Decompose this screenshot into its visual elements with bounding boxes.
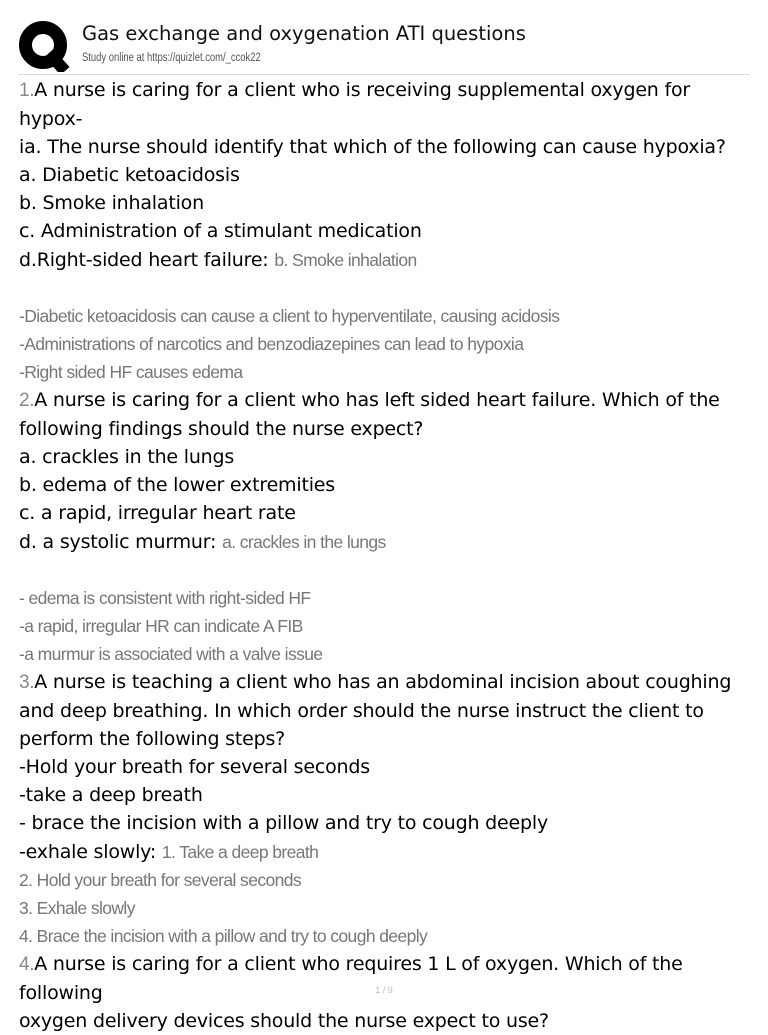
- correct-answer: b. Smoke inhalation: [274, 249, 417, 270]
- explanation-line: -Administrations of narcotics and benzodiazepines can lead to hypoxia: [19, 333, 524, 354]
- question-text-line: oxygen delivery devices should the nurse expect to use?: [19, 1010, 549, 1033]
- page-indicator: 1 / 9: [375, 985, 393, 995]
- explanation-line: -a murmur is associated with a valve issue: [19, 643, 323, 664]
- explanation-line: -a rapid, irregular HR can indicate A FIB: [19, 615, 303, 636]
- explanation-line: 4. Brace the incision with a pillow and try to cough deeply: [19, 925, 428, 946]
- question-text-line: following findings should the nurse expect?: [19, 418, 424, 441]
- question-text-line: ia. The nurse should identify that which of the following can cause hypoxia?: [19, 136, 726, 159]
- question-text-line: A nurse is teaching a client who has an abdominal incision about coughing: [34, 670, 732, 693]
- question-card: [19, 668, 757, 866]
- header-divider: [18, 74, 750, 75]
- question-number: 1.: [19, 80, 35, 101]
- explanation-line: - edema is consistent with right-sided HF: [19, 587, 311, 608]
- question-text-line: perform the following steps?: [19, 728, 286, 751]
- answer-explanation: [19, 302, 757, 386]
- answer-option: a. crackles in the lungs: [19, 446, 235, 469]
- answer-option: b. Smoke inhalation: [19, 192, 204, 215]
- explanation-line: -Diabetic ketoacidosis can cause a client to hyperventilate, causing acidosis: [19, 305, 560, 326]
- question-number: 2.: [19, 390, 35, 412]
- study-online-link: Study online at https://quizlet.com/_ccok22: [82, 52, 261, 64]
- answer-option: -take a deep breath: [19, 784, 203, 807]
- question-list: [19, 76, 757, 1035]
- question-number: 3.: [19, 671, 35, 693]
- spacer: [19, 556, 757, 584]
- question-text-line: A nurse is caring for a client who has left sided heart failure. Which of the: [34, 389, 720, 412]
- answer-option: -Hold your breath for several seconds: [19, 756, 370, 779]
- question-card: [19, 76, 757, 274]
- answer-option: b. edema of the lower extremities: [19, 474, 335, 497]
- question-text-line: A nurse is caring for a client who is receiving supplemental oxygen for hypox-: [19, 79, 691, 131]
- explanation-line: -Right sided HF causes edema: [19, 361, 243, 382]
- question-text-line: and deep breathing. In which order should the nurse instruct the client to: [19, 700, 704, 723]
- correct-answer: 1. Take a deep breath: [161, 841, 319, 862]
- question-text-line: A nurse is caring for a client who requires 1 L of oxygen. Which of the following: [19, 952, 683, 1004]
- explanation-line: 3. Exhale slowly: [19, 897, 135, 918]
- document-title: Gas exchange and oxygenation ATI questions: [82, 22, 526, 45]
- document-header: [0, 0, 768, 74]
- answer-option: - brace the incision with a pillow and try to cough deeply: [19, 812, 548, 835]
- answer-option: -exhale slowly:: [19, 840, 157, 863]
- answer-option: d. a systolic murmur:: [19, 530, 217, 553]
- answer-option: a. Diabetic ketoacidosis: [19, 164, 240, 187]
- correct-answer: a. crackles in the lungs: [222, 531, 386, 552]
- answer-explanation: [19, 866, 757, 950]
- question-card: [19, 386, 757, 556]
- spacer: [19, 274, 757, 302]
- quizlet-q-logo: [18, 20, 70, 72]
- question-number: 4.: [19, 953, 35, 975]
- answer-option: d.Right-sided heart failure:: [19, 248, 269, 271]
- answer-option: c. Administration of a stimulant medication: [19, 220, 422, 243]
- answer-explanation: [19, 584, 757, 668]
- explanation-line: 2. Hold your breath for several seconds: [19, 869, 302, 890]
- answer-option: c. a rapid, irregular heart rate: [19, 502, 296, 525]
